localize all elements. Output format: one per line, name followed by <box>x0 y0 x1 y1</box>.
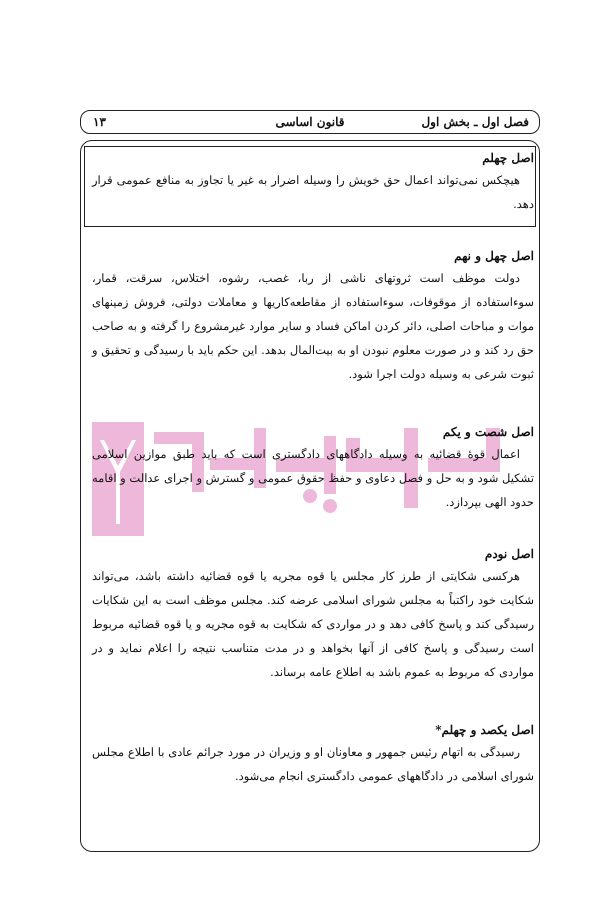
article-heading: اصل چهل و نهم <box>454 249 534 263</box>
running-header <box>80 110 540 134</box>
article-body: رسیدگی به اتهام رئیس جمهور و معاونان او و وزیران در مورد جرائم عادی با اطلاع مجلس شورای اسلامی در دادگاههای عمومی دادگستری انجام می‌شود. <box>92 745 534 783</box>
article-90 <box>92 544 534 684</box>
article-heading: اصل چهلم <box>482 151 534 165</box>
article-heading: اصل شصت و یکم <box>442 425 534 439</box>
article-body: اعمال قوهٔ قضائیه به وسیله دادگاههای دادگستری است که باید طبق موازین اسلامی تشکیل شود و به حل و فصل دعاوی و حفظ حقوق عمومی و گسترش و اجرای عدالت و اقامه حدود الهی بپردازد. <box>92 447 534 509</box>
page-number: ۱۳ <box>93 115 106 129</box>
article-body: هیچکس نمی‌تواند اعمال حق خویش را وسیله اضرار به غیر یا تجاوز به منافع عمومی قرار دهد. <box>92 173 534 211</box>
book-title: قانون اساسی <box>275 115 345 129</box>
chapter-label: فصل اول ـ بخش اول <box>421 115 529 129</box>
article-140 <box>92 720 534 788</box>
article-61 <box>92 422 534 514</box>
article-body: هرکسی شکایتی از طرز کار مجلس یا قوه مجریه یا قوه قضائیه داشته باشد، می‌تواند شکایت خود راکتباً به مجلس شورای اسلامی عرضه کند. مجلس موظف است به این شکایات رسیدگی کند و پاسخ کافی دهد و در مواردی که شکایت به قوه مجریه و یا قوه قضائیه مربوط است رسیدگی و پاسخ کافی از آنها بخواهد و در مدت متناسب نتیجه را اعلام نماید و در مواردی که مربوط به عموم باشد به اطلاع عامه برساند. <box>92 569 534 679</box>
article-body: دولت موظف است ثروتهای ناشی از ربا، غصب، رشوه، اختلاس، سرقت، قمار، سوءاستفاده از موقوفات، سوءاستفاده از مقاطعه‌کاریها و معاملات دولتی، فروش زمینهای موات و مباحات اصلی، دائر کردن اماکن فساد و سایر موارد غیرمشروع را گرفته و به صاحب حق رد کند و در صورت معلوم نبودن او به بیت‌المال بدهد. این حکم باید با رسیدگی و تحقیق و ثبوت شرعی به وسیله دولت اجرا شود. <box>92 271 534 381</box>
article-49 <box>92 246 534 386</box>
article-heading: اصل نودم <box>484 547 534 561</box>
article-heading: اصل یکصد و چهلم* <box>435 723 534 737</box>
article-40 <box>92 148 534 216</box>
